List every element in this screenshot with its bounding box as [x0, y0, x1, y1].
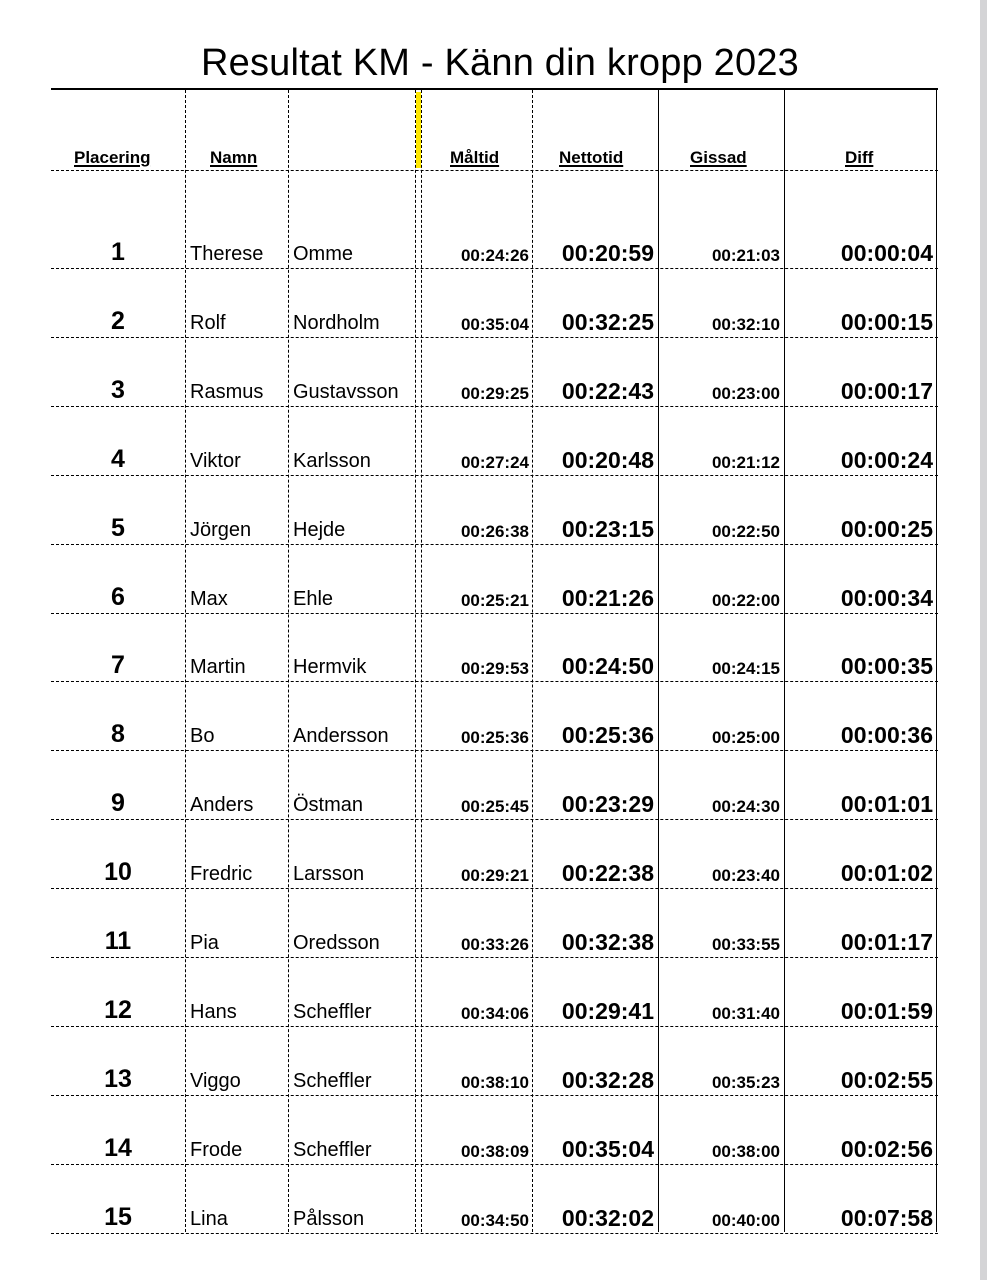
last-name-cell: Scheffler: [293, 1139, 372, 1161]
first-name-cell: Therese: [190, 243, 264, 265]
last-name-cell: Scheffler: [293, 1070, 372, 1092]
last-name-cell: Andersson: [293, 725, 389, 747]
row-divider: [51, 819, 938, 820]
first-name-cell: Jörgen: [190, 519, 252, 541]
highlight-marker: [416, 92, 421, 168]
placement-cell: 6: [111, 583, 125, 611]
column-divider: [288, 90, 289, 1232]
diff-cell: 00:00:15: [840, 309, 933, 335]
row-divider: [51, 750, 938, 751]
placement-cell: 11: [104, 927, 132, 955]
diff-cell: 00:00:34: [840, 585, 933, 611]
maltid-cell: 00:24:26: [460, 246, 529, 265]
row-divider: [51, 475, 938, 476]
row-divider: [51, 1026, 938, 1027]
nettotid-cell: 00:32:38: [561, 929, 654, 955]
row-divider: [51, 957, 938, 958]
gissad-cell: 00:23:40: [711, 866, 780, 885]
nettotid-cell: 00:32:02: [561, 1205, 654, 1231]
row-divider: [51, 613, 938, 614]
row-divider: [51, 1164, 938, 1165]
nettotid-cell: 00:32:25: [561, 309, 654, 335]
maltid-cell: 00:27:24: [460, 453, 529, 472]
first-name-cell: Viggo: [190, 1070, 241, 1092]
header-maltid: Måltid: [450, 148, 500, 167]
column-divider: [784, 90, 785, 1232]
diff-cell: 00:00:25: [840, 516, 933, 542]
diff-cell: 00:00:17: [840, 378, 933, 404]
row-divider: [51, 888, 938, 889]
placement-cell: 10: [104, 858, 132, 886]
last-name-cell: Larsson: [293, 863, 365, 885]
maltid-cell: 00:38:10: [460, 1073, 529, 1092]
placement-cell: 5: [111, 514, 125, 542]
first-name-cell: Anders: [190, 794, 254, 816]
gissad-cell: 00:21:12: [711, 453, 780, 472]
first-name-cell: Rolf: [190, 312, 226, 334]
maltid-cell: 00:35:04: [460, 315, 529, 334]
maltid-cell: 00:29:25: [460, 384, 529, 403]
nettotid-cell: 00:32:28: [561, 1067, 654, 1093]
gissad-cell: 00:21:03: [711, 246, 780, 265]
placement-cell: 8: [111, 720, 125, 748]
last-name-cell: Karlsson: [293, 450, 371, 472]
last-name-cell: Ehle: [293, 588, 334, 610]
column-divider: [185, 90, 186, 1232]
row-divider: [51, 337, 938, 338]
diff-cell: 00:00:35: [840, 653, 933, 679]
last-name-cell: Hermvik: [293, 656, 367, 678]
placement-cell: 14: [104, 1134, 132, 1162]
placement-cell: 13: [104, 1065, 132, 1093]
placement-cell: 1: [111, 238, 125, 266]
last-name-cell: Scheffler: [293, 1001, 372, 1023]
gissad-cell: 00:32:10: [711, 315, 780, 334]
column-divider: [421, 90, 422, 1232]
gissad-cell: 00:40:00: [711, 1211, 780, 1230]
header-placering: Placering: [74, 148, 151, 167]
maltid-cell: 00:29:53: [460, 659, 529, 678]
row-divider: [51, 681, 938, 682]
nettotid-cell: 00:23:15: [561, 516, 654, 542]
first-name-cell: Hans: [190, 1001, 237, 1023]
gissad-cell: 00:25:00: [711, 728, 780, 747]
header-diff: Diff: [845, 148, 874, 167]
first-name-cell: Pia: [190, 932, 219, 954]
nettotid-cell: 00:29:41: [561, 998, 654, 1024]
diff-cell: 00:02:55: [840, 1067, 933, 1093]
first-name-cell: Frode: [190, 1139, 243, 1161]
diff-cell: 00:07:58: [840, 1205, 933, 1231]
header-namn: Namn: [210, 148, 258, 167]
gissad-cell: 00:24:30: [711, 797, 780, 816]
nettotid-cell: 00:22:43: [561, 378, 654, 404]
diff-cell: 00:01:59: [840, 998, 933, 1024]
header-divider: [51, 170, 938, 171]
diff-cell: 00:02:56: [840, 1136, 933, 1162]
nettotid-cell: 00:21:26: [561, 585, 654, 611]
gissad-cell: 00:35:23: [711, 1073, 780, 1092]
maltid-cell: 00:34:50: [460, 1211, 529, 1230]
row-divider: [51, 406, 938, 407]
row-divider: [51, 1095, 938, 1096]
nettotid-cell: 00:25:36: [561, 722, 654, 748]
diff-cell: 00:01:17: [840, 929, 933, 955]
last-name-cell: Omme: [293, 243, 353, 265]
placement-cell: 15: [104, 1203, 132, 1231]
placement-cell: 12: [104, 996, 132, 1024]
last-name-cell: Hejde: [293, 519, 346, 541]
column-divider: [936, 90, 937, 1232]
nettotid-cell: 00:23:29: [561, 791, 654, 817]
placement-cell: 3: [111, 376, 125, 404]
last-name-cell: Oredsson: [293, 932, 380, 954]
diff-cell: 00:00:24: [840, 447, 933, 473]
diff-cell: 00:00:36: [840, 722, 933, 748]
first-name-cell: Martin: [190, 656, 246, 678]
gissad-cell: 00:22:50: [711, 522, 780, 541]
gissad-cell: 00:24:15: [711, 659, 780, 678]
last-name-cell: Nordholm: [293, 312, 380, 334]
gissad-cell: 00:22:00: [711, 591, 780, 610]
row-divider: [51, 544, 938, 545]
maltid-cell: 00:25:36: [460, 728, 529, 747]
placement-cell: 9: [111, 789, 125, 817]
gissad-cell: 00:38:00: [711, 1142, 780, 1161]
placement-cell: 2: [111, 307, 125, 335]
diff-cell: 00:00:04: [840, 240, 933, 266]
diff-cell: 00:01:01: [840, 791, 933, 817]
first-name-cell: Max: [190, 588, 228, 610]
maltid-cell: 00:33:26: [460, 935, 529, 954]
last-name-cell: Östman: [293, 794, 364, 816]
column-divider: [658, 90, 659, 1232]
first-name-cell: Lina: [190, 1208, 228, 1230]
nettotid-cell: 00:24:50: [561, 653, 654, 679]
nettotid-cell: 00:20:48: [561, 447, 654, 473]
maltid-cell: 00:25:45: [460, 797, 529, 816]
column-divider: [532, 90, 533, 1232]
gissad-cell: 00:33:55: [711, 935, 780, 954]
nettotid-cell: 00:35:04: [561, 1136, 654, 1162]
nettotid-cell: 00:20:59: [561, 240, 654, 266]
last-name-cell: Pålsson: [293, 1208, 365, 1230]
maltid-cell: 00:26:38: [460, 522, 529, 541]
maltid-cell: 00:34:06: [460, 1004, 529, 1023]
row-divider: [51, 1233, 938, 1234]
gissad-cell: 00:31:40: [711, 1004, 780, 1023]
page-edge: [980, 0, 987, 1280]
first-name-cell: Bo: [190, 725, 215, 747]
first-name-cell: Fredric: [190, 863, 253, 885]
maltid-cell: 00:38:09: [460, 1142, 529, 1161]
row-divider: [51, 268, 938, 269]
page-title: Resultat KM - Känn din kropp 2023: [200, 42, 800, 84]
first-name-cell: Rasmus: [190, 381, 264, 403]
header-nettotid: Nettotid: [559, 148, 624, 167]
header-gissad: Gissad: [690, 148, 747, 167]
column-divider: [415, 90, 416, 1232]
placement-cell: 7: [111, 651, 125, 679]
placement-cell: 4: [111, 445, 125, 473]
nettotid-cell: 00:22:38: [561, 860, 654, 886]
gissad-cell: 00:23:00: [711, 384, 780, 403]
maltid-cell: 00:29:21: [460, 866, 529, 885]
last-name-cell: Gustavsson: [293, 381, 399, 403]
diff-cell: 00:01:02: [840, 860, 933, 886]
maltid-cell: 00:25:21: [460, 591, 529, 610]
first-name-cell: Viktor: [190, 450, 241, 472]
